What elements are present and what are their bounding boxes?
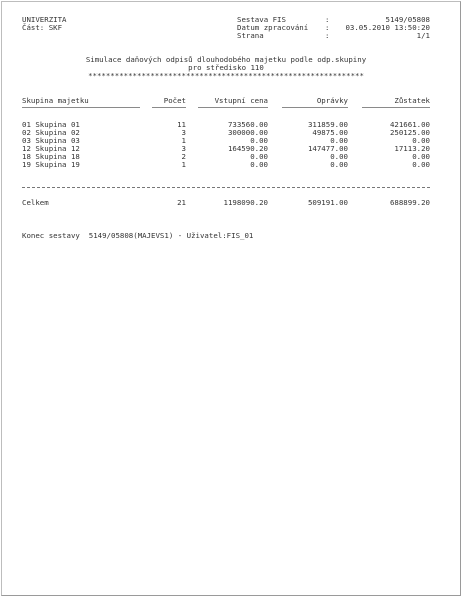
part-label: Část: SKF xyxy=(22,23,63,32)
cell-count: 1 xyxy=(181,136,186,145)
report-number: 5149/05808 xyxy=(385,15,430,24)
organization-name: UNIVERZITA xyxy=(22,15,67,24)
cell-group: 03 Skupina 03 xyxy=(22,136,80,145)
cell-group: 19 Skupina 19 xyxy=(22,160,80,169)
column-header-depreciation: Oprávky xyxy=(316,96,348,105)
report-page xyxy=(1,1,461,596)
column-header-balance: Zůstatek xyxy=(394,96,430,105)
cell-group: 12 Skupina 12 xyxy=(22,144,80,153)
total-separator xyxy=(22,187,430,188)
report-colon: : xyxy=(325,15,330,24)
cell-group: 01 Skupina 01 xyxy=(22,120,80,129)
report-label: Sestava FIS xyxy=(237,15,286,24)
total-input-price: 1198090.20 xyxy=(223,198,268,207)
date-label: Datum zpracování xyxy=(237,23,309,32)
cell-balance: 250125.00 xyxy=(389,128,430,137)
cell-depreciation: 49875.00 xyxy=(312,128,348,137)
report-subtitle: pro středisko 110 xyxy=(188,63,264,72)
cell-group: 02 Skupina 02 xyxy=(22,128,80,137)
cell-depreciation: 311859.00 xyxy=(307,120,348,129)
cell-input-price: 0.00 xyxy=(250,152,268,161)
date-colon: : xyxy=(325,23,330,32)
cell-balance: 421661.00 xyxy=(389,120,430,129)
cell-input-price: 0.00 xyxy=(250,136,268,145)
total-balance: 688899.20 xyxy=(389,198,430,207)
cell-input-price: 164590.20 xyxy=(227,144,268,153)
cell-depreciation: 0.00 xyxy=(330,152,348,161)
cell-input-price: 733560.00 xyxy=(227,120,268,129)
cell-balance: 17113.20 xyxy=(394,144,430,153)
underline-depreciation xyxy=(282,107,348,108)
processing-date: 03.05.2010 13:50:20 xyxy=(345,23,430,32)
cell-count: 2 xyxy=(181,152,186,161)
underline-group xyxy=(22,107,140,108)
column-header-group: Skupina majetku xyxy=(22,96,89,105)
report-title: Simulace daňových odpisů dlouhodobého majetku podle odp.skupiny xyxy=(85,55,367,64)
cell-balance: 0.00 xyxy=(412,136,430,145)
underline-input-price xyxy=(198,107,268,108)
total-label: Celkem xyxy=(22,198,49,207)
column-header-input-price: Vstupní cena xyxy=(214,96,268,105)
page-colon: : xyxy=(325,31,330,40)
cell-depreciation: 0.00 xyxy=(330,160,348,169)
cell-count: 1 xyxy=(181,160,186,169)
page-number: 1/1 xyxy=(416,31,430,40)
cell-count: 11 xyxy=(177,120,186,129)
report-end-line: Konec sestavy 5149/05808(MAJEVS1) - Uživatel:FIS_01 xyxy=(22,231,254,240)
underline-balance xyxy=(362,107,430,108)
total-depreciation: 509191.00 xyxy=(307,198,348,207)
cell-count: 3 xyxy=(181,128,186,137)
cell-depreciation: 147477.00 xyxy=(307,144,348,153)
cell-group: 18 Skupina 18 xyxy=(22,152,80,161)
total-count: 21 xyxy=(177,198,186,207)
cell-input-price: 300000.00 xyxy=(227,128,268,137)
page-label: Strana xyxy=(237,31,264,40)
underline-count xyxy=(152,107,186,108)
cell-balance: 0.00 xyxy=(412,152,430,161)
column-header-count: Počet xyxy=(163,96,186,105)
cell-count: 3 xyxy=(181,144,186,153)
title-stars: ************************************************************** xyxy=(88,71,364,80)
cell-balance: 0.00 xyxy=(412,160,430,169)
cell-depreciation: 0.00 xyxy=(330,136,348,145)
cell-input-price: 0.00 xyxy=(250,160,268,169)
